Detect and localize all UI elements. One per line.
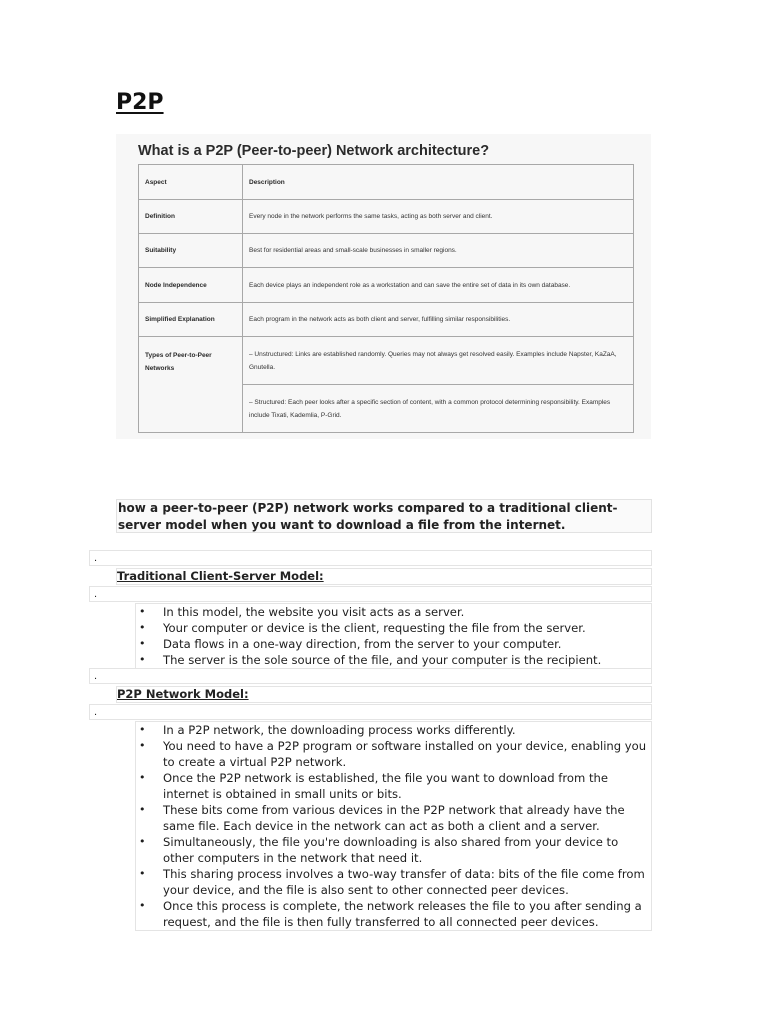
list-item-text: Once this process is complete, the network releases the file to you after sending a request, and the file is then fully transferred to all connected peer devices.: [163, 899, 642, 929]
row-description-unstructured: – Unstructured: Links are established randomly. Queries may not always get resolved easily. Examples include Napster, KaZaA, Gnutella.: [243, 337, 634, 385]
row-aspect: Types of Peer-to-Peer Networks: [139, 337, 243, 433]
dot-line: .: [89, 586, 652, 602]
list-item-text: This sharing process involves a two-way transfer of data: bits of the file come from your device, and the file is also sent to other connected peer devices.: [163, 867, 645, 897]
bullet: •: [139, 867, 146, 880]
list-item: [136, 898, 651, 930]
list-item: [136, 770, 651, 802]
header-aspect: Aspect: [139, 165, 243, 200]
list-item-text: The server is the sole source of the file, and your computer is the recipient.: [163, 653, 602, 667]
list-item-text: In a P2P network, the downloading process works differently.: [163, 723, 516, 737]
architecture-figure: [116, 134, 651, 439]
table-row: [139, 200, 634, 234]
list-item-text: Simultaneously, the file you're downloading is also shared from your device to other computers in the network that need it.: [163, 835, 619, 865]
list-item-text: Your computer or device is the client, requesting the file from the server.: [163, 621, 586, 635]
bullet: •: [139, 723, 146, 736]
table-row: [139, 303, 634, 337]
dot-line: .: [89, 668, 652, 684]
bullet: •: [139, 771, 146, 784]
row-aspect: Simplified Explanation: [139, 303, 243, 337]
list-item-text: Once the P2P network is established, the file you want to download from the internet is obtained in small units or bits.: [163, 771, 608, 801]
list-item-text: In this model, the website you visit acts as a server.: [163, 605, 465, 619]
row-description: Each device plays an independent role as a workstation and can save the entire set of data in its own database.: [243, 268, 634, 303]
question-heading: how a peer-to-peer (P2P) network works compared to a traditional client-server model when you want to download a file from the internet.: [116, 499, 652, 533]
table-row: [139, 234, 634, 268]
list-item: [136, 738, 651, 770]
architecture-table: [138, 164, 634, 433]
p2p-list: [135, 721, 652, 931]
header-description: Description: [243, 165, 634, 200]
list-item: [136, 620, 651, 636]
list-item: [136, 604, 651, 620]
figure-heading: What is a P2P (Peer-to-peer) Network architecture?: [138, 143, 490, 159]
row-aspect: Node Independence: [139, 268, 243, 303]
client-server-list: [135, 603, 652, 669]
bullet: •: [139, 835, 146, 848]
page-title: P2P: [116, 90, 164, 115]
bullet: •: [139, 739, 146, 752]
list-item: [136, 834, 651, 866]
dot-line: .: [89, 550, 652, 566]
client-server-heading: [116, 568, 652, 585]
dot-line: .: [89, 704, 652, 720]
bullet: •: [139, 803, 146, 816]
bullet: •: [139, 605, 146, 618]
row-description: Each program in the network acts as both client and server, fulfilling similar responsibilities.: [243, 303, 634, 337]
table-row: [139, 337, 634, 385]
row-description: Best for residential areas and small-scale businesses in smaller regions.: [243, 234, 634, 268]
row-description: Every node in the network performs the same tasks, acting as both server and client.: [243, 200, 634, 234]
client-server-heading-text: Traditional Client-Server Model:: [117, 569, 324, 583]
bullet: •: [139, 899, 146, 912]
table-row: [139, 268, 634, 303]
list-item: [136, 722, 651, 738]
bullet: •: [139, 637, 146, 650]
row-aspect: Suitability: [139, 234, 243, 268]
p2p-heading: [116, 686, 652, 703]
table-header-row: [139, 165, 634, 200]
list-item: [136, 636, 651, 652]
p2p-heading-text: P2P Network Model:: [117, 687, 249, 701]
row-description-structured: – Structured: Each peer looks after a specific section of content, with a common protocol determining responsibility. Examples include Tixati, Kademlia, P-Grid.: [243, 385, 634, 433]
row-aspect: Definition: [139, 200, 243, 234]
bullet: •: [139, 653, 146, 666]
list-item: [136, 802, 651, 834]
bullet: •: [139, 621, 146, 634]
list-item: [136, 866, 651, 898]
list-item-text: Data flows in a one-way direction, from the server to your computer.: [163, 637, 562, 651]
list-item-text: These bits come from various devices in the P2P network that already have the same file. Each device in the network can act as both a client and a server.: [163, 803, 625, 833]
list-item: [136, 652, 651, 668]
list-item-text: You need to have a P2P program or software installed on your device, enabling you to create a virtual P2P network.: [163, 739, 647, 769]
